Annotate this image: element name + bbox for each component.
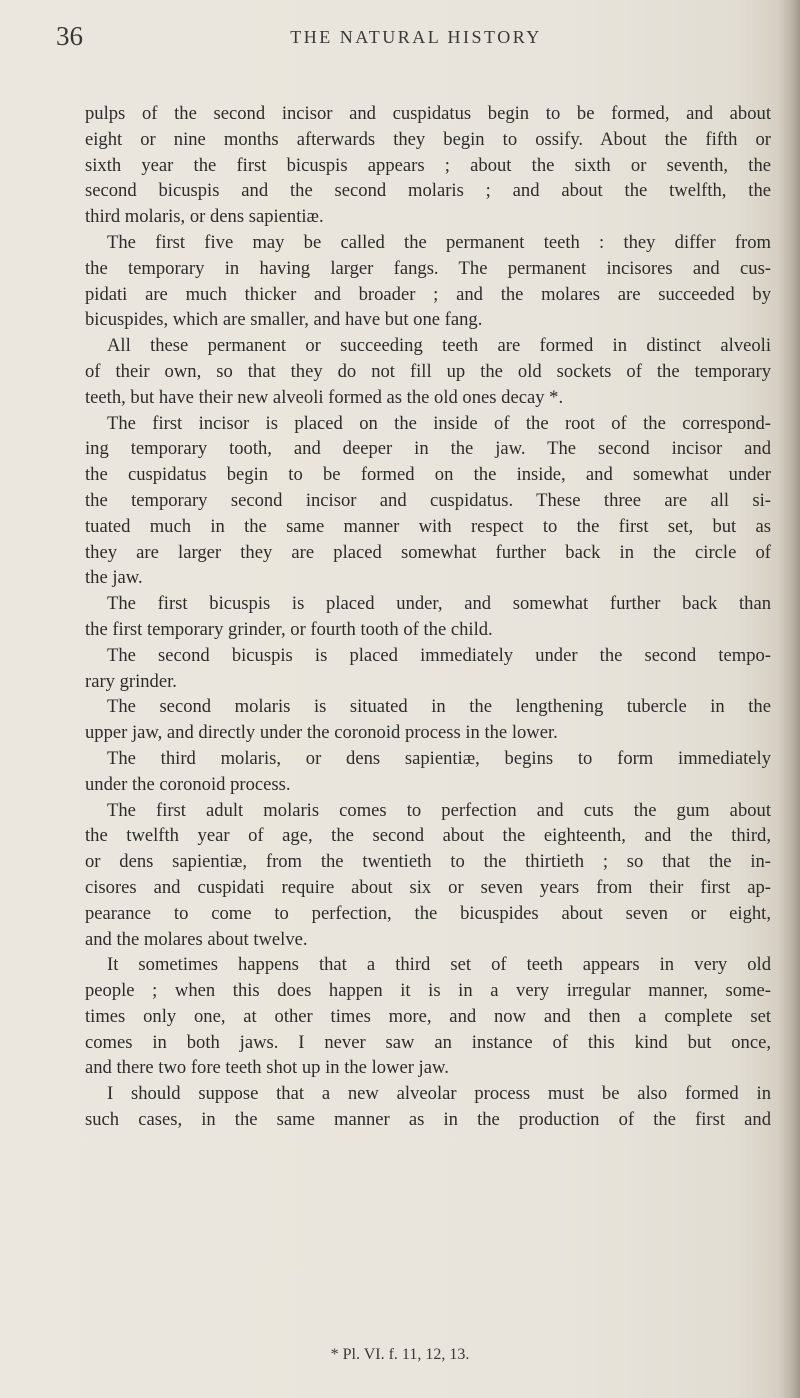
text-line: bicuspides, which are smaller, and have but one fang. [85,309,483,331]
text-line: comes in both jaws. I never saw an instance of this kind but once, [85,1031,771,1053]
text-line: the temporary in having larger fangs. The permanent incisores and cus- [85,257,771,279]
text-line: pidati are much thicker and broader ; and the molares are succeeded by [85,283,771,305]
text-line: upper jaw, and directly under the coronoid process in the lower. [85,722,558,744]
text-line: pulps of the second incisor and cuspidatus begin to be formed, and about [85,103,771,124]
text-line: the cuspidatus begin to be formed on the inside, and somewhat under [85,464,771,486]
text-line: teeth, but have their new alveoli formed as the old ones decay *. [85,386,564,408]
text-line: cisores and cuspidati require about six or seven years from their first ap- [85,876,771,898]
text-line: rary grinder. [85,670,177,692]
text-line: All these permanent or succeeding teeth are formed in distinct alveoli [107,335,771,357]
text-line: tuated much in the same manner with respect to the first set, but as [85,515,771,537]
text-line: such cases, in the same manner as in the production of the first and [85,1109,771,1131]
footnote: * Pl. VI. f. 11, 12, 13. [330,1346,470,1363]
text-line: second bicuspis and the second molaris ; and about the twelfth, the [85,180,771,202]
running-head: THE NATURAL HISTORY [290,27,542,47]
text-line: the jaw. [85,567,143,589]
body-text [85,101,771,1133]
text-line: ing temporary tooth, and deeper in the jaw. The second incisor and [85,438,771,460]
text-line: I should suppose that a new alveolar process must be also formed in [107,1083,771,1105]
text-line: third molaris, or dens sapientiæ. [85,206,324,228]
page-edge-shadow [778,0,800,1398]
text-line: The first bicuspis is placed under, and somewhat further back than [107,593,771,615]
text-line: or dens sapientiæ, from the twentieth to the thirtieth ; so that the in- [85,851,771,873]
page-number: 36 [56,21,83,51]
page-header [56,16,756,56]
text-line: The first incisor is placed on the inside of the root of the correspond- [107,412,771,434]
text-line: they are larger they are placed somewhat further back in the circle of [85,541,771,563]
text-line: and the molares about twelve. [85,928,308,950]
text-line: The second bicuspis is placed immediately under the second tempo- [107,644,771,666]
text-line: It sometimes happens that a third set of teeth appears in very old [107,954,771,976]
text-line: The first adult molaris comes to perfection and cuts the gum about [107,799,771,821]
text-line: pearance to come to perfection, the bicuspides about seven or eight, [85,902,771,924]
text-line: The third molaris, or dens sapientiæ, begins to form immediately [107,747,771,769]
text-line: sixth year the first bicuspis appears ; about the sixth or seventh, the [85,154,771,176]
text-line: people ; when this does happen it is in a very irregular manner, some- [85,980,771,1002]
text-line: times only one, at other times more, and now and then a complete set [85,1005,771,1027]
text-line: The first five may be called the permanent teeth : they differ from [107,231,771,253]
text-line: of their own, so that they do not fill up the old sockets of the temporary [85,360,771,382]
text-line: and there two fore teeth shot up in the lower jaw. [85,1057,449,1079]
text-line: The second molaris is situated in the lengthening tubercle in the [107,696,771,718]
text-line: the temporary second incisor and cuspidatus. These three are all si- [85,489,771,511]
text-line: the first temporary grinder, or fourth tooth of the child. [85,618,493,640]
text-line: under the coronoid process. [85,773,291,795]
text-line: eight or nine months afterwards they begin to ossify. About the fifth or [85,128,771,150]
text-line: the twelfth year of age, the second about the eighteenth, and the third, [85,825,771,847]
